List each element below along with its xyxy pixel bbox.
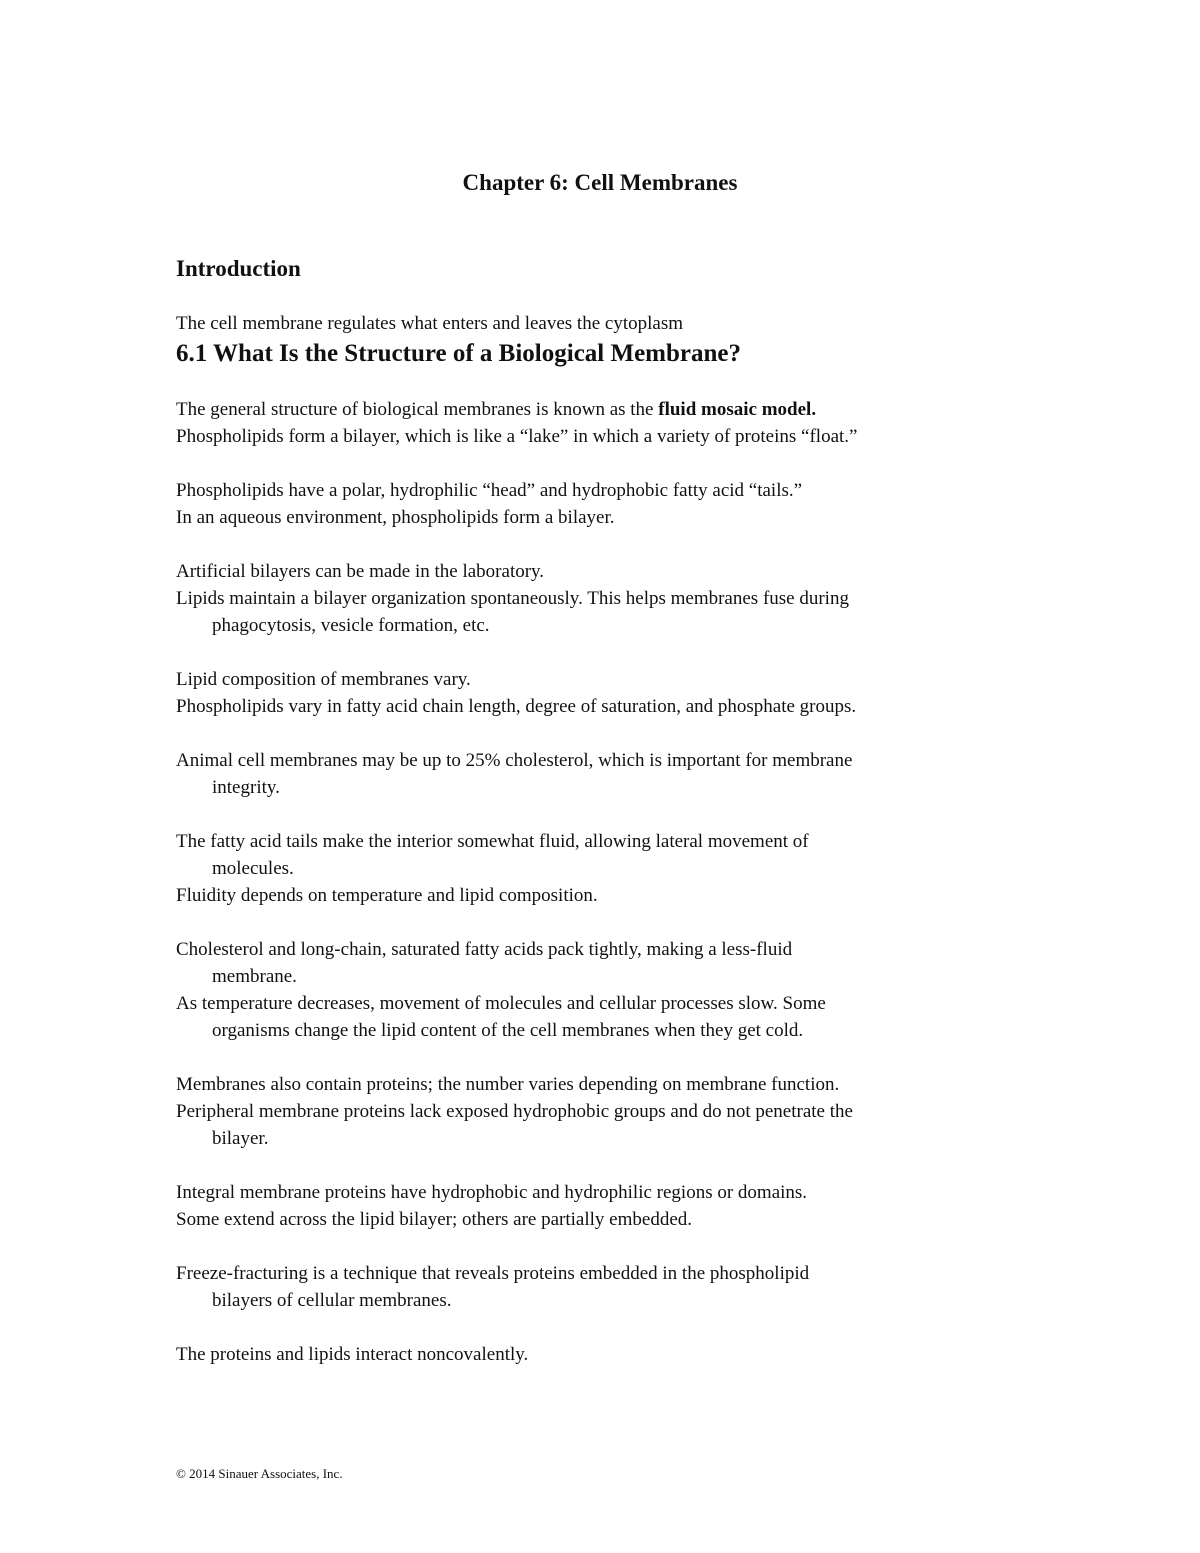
paragraph-fluidity [176, 828, 1076, 909]
text-line: As temperature decreases, movement of molecules and cellular processes slow. Some [176, 993, 826, 1014]
text-line: Cholesterol and long-chain, saturated fatty acids pack tightly, making a less-fluid [176, 939, 793, 960]
text-line: Lipid composition of membranes vary. [176, 669, 471, 690]
paragraph-packing [176, 936, 1076, 1044]
text-line: Peripheral membrane proteins lack exposed hydrophobic groups and do not penetrate the [176, 1101, 853, 1122]
text-line: Membranes also contain proteins; the number varies depending on membrane function. [176, 1074, 840, 1095]
text-line: The proteins and lipids interact noncovalently. [176, 1344, 529, 1365]
text-line: Artificial bilayers can be made in the laboratory. [176, 561, 545, 582]
text-line: Phospholipids form a bilayer, which is like a “lake” in which a variety of proteins “float.” [176, 426, 858, 447]
text-line: Animal cell membranes may be up to 25% cholesterol, which is important for membrane [176, 750, 853, 771]
paragraph-lipid-composition [176, 666, 1076, 720]
text-run: The general structure of biological membranes is known as the [176, 399, 659, 420]
text-line: Fluidity depends on temperature and lipid composition. [176, 885, 598, 906]
introduction-text: The cell membrane regulates what enters and leaves the cytoplasm [176, 313, 683, 334]
introduction-heading: Introduction [176, 256, 301, 281]
section-body [176, 396, 1076, 1368]
text-line: Freeze-fracturing is a technique that reveals proteins embedded in the phospholipid [176, 1263, 810, 1284]
text-line-continuation: integrity. [212, 777, 280, 798]
paragraph-phospholipids [176, 477, 1076, 531]
paragraph-integral-proteins [176, 1179, 1076, 1233]
paragraph-fluid-mosaic [176, 396, 1076, 450]
paragraph-cholesterol [176, 747, 1076, 801]
text-line: Lipids maintain a bilayer organization spontaneously. This helps membranes fuse during [176, 588, 849, 609]
text-line-continuation: molecules. [212, 858, 294, 879]
text-line [176, 396, 1076, 423]
text-line: Phospholipids vary in fatty acid chain length, degree of saturation, and phosphate groups. [176, 696, 857, 717]
paragraph-membrane-proteins [176, 1071, 1076, 1152]
chapter-title: Chapter 6: Cell Membranes [462, 170, 738, 195]
text-line-continuation: phagocytosis, vesicle formation, etc. [212, 615, 490, 636]
text-line: Some extend across the lipid bilayer; others are partially embedded. [176, 1209, 692, 1230]
text-line: Phospholipids have a polar, hydrophilic “head” and hydrophobic fatty acid “tails.” [176, 480, 803, 501]
paragraph-noncovalent [176, 1341, 1076, 1368]
paragraph-freeze-fracturing [176, 1260, 1076, 1314]
text-line-continuation: organisms change the lipid content of the cell membranes when they get cold. [212, 1020, 804, 1041]
text-line: Integral membrane proteins have hydrophobic and hydrophilic regions or domains. [176, 1182, 808, 1203]
paragraph-artificial-bilayers [176, 558, 1076, 639]
key-term: fluid mosaic model [658, 399, 812, 420]
text-line: The fatty acid tails make the interior somewhat fluid, allowing lateral movement of [176, 831, 809, 852]
text-line-continuation: membrane. [212, 966, 297, 987]
text-line: In an aqueous environment, phospholipids form a bilayer. [176, 507, 615, 528]
text-run: . [811, 399, 817, 420]
text-line-continuation: bilayer. [212, 1128, 269, 1149]
section-heading: 6.1 What Is the Structure of a Biological Membrane? [176, 340, 742, 367]
copyright-footer: © 2014 Sinauer Associates, Inc. [176, 1466, 343, 1481]
text-line-continuation: bilayers of cellular membranes. [212, 1290, 452, 1311]
